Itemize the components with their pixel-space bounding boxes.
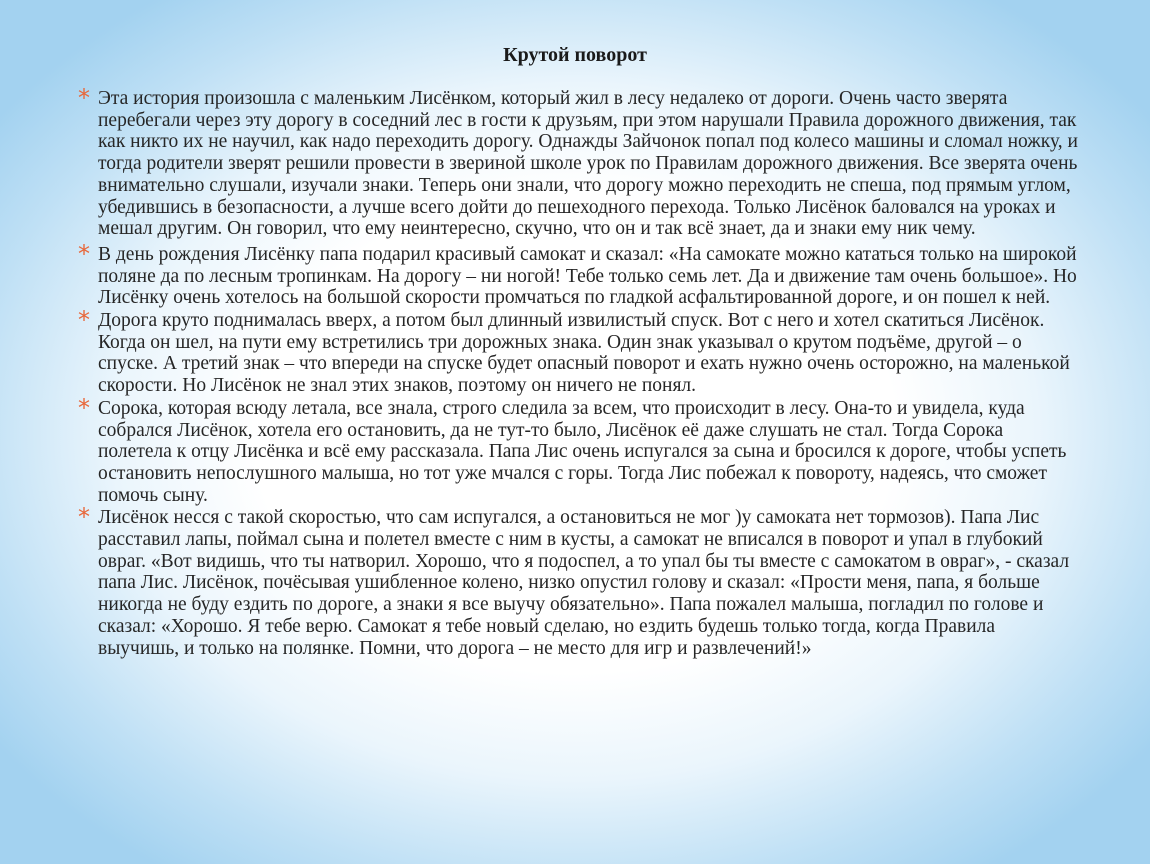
paragraph-text: Сорока, которая всюду летала, все знала, строго следила за всем, что происходит в лесу. Она-то и увидела, куда собрался Лисёнок, хотела его остановить, да не тут-то было, Лисёнок её даже слушать не стал. Тогда Сорока полетела к отцу Лисёнка и всё ему рассказала. Папа Лис очень испугался за сына и бросился к дороге, чтобы успеть остановить непослушного малыша, но тот уже мчался с горы. Тогда Лис побежал к повороту, надеясь, что сможет помочь сыну. — [98, 397, 1067, 506]
paragraph-text: Дорога круто поднималась вверх, а потом был длинный извилистый спуск. Вот с него и хотел скатиться Лисёнок. Когда он шел, на пути ему встретились три дорожных знака. Один знак указывал о крутом подъёме, другой – о спуске. А третий знак – что впереди на спуске будет опасный поворот и ехать нужно очень осторожно, на маленькой скорости. Но Лисёнок не знал этих знаков, поэтому он ничего не понял. — [98, 310, 1070, 397]
asterisk-bullet-icon: * — [78, 306, 90, 335]
paragraph-text: В день рождения Лисёнку папа подарил красивый самокат и сказал: «На самокате можно кататься только на широкой поляне да по лесным тропинкам. На дорогу – ни ногой! Тебе только семь лет. Да и движение там очень большое». Но Лисёнку очень хотелось на большой скорости промчаться по гладкой асфальтированной дороге, и он пошел к ней. — [98, 243, 1077, 309]
paragraph-text: Эта история произошла с маленьким Лисёнком, который жил в лесу недалеко от дороги. Очень часто зверята перебегали через эту дорогу в соседний лес в гости к друзьям, при этом нарушали Правила дорожного движения, так как никто их не научил, как надо переходить дорогу. Однажды Зайчонок попал под колесо машины и сломал ножку, и тогда родители зверят решили провести в звериной школе урок по Правилам дорожного движения. Все зверята очень внимательно слушали, изучали знаки. Теперь они знали, что дорогу можно переходить не спеша, под прямым углом, убедившись в безопасности, а лучше всего дойти до пешеходного перехода. Только Лисёнок баловался на уроках и мешал другим. Он говорил, что ему неинтересно, скучно, что он и так всё знает, да и знаки ему ник чему. — [98, 88, 1078, 240]
bullet-paragraph-4 — [78, 393, 1078, 507]
bullet-paragraph-3 — [78, 306, 1078, 397]
slide-body — [78, 84, 1078, 660]
asterisk-bullet-icon: * — [78, 393, 90, 422]
asterisk-bullet-icon: * — [78, 503, 90, 532]
paragraph-text: Лисёнок несся с такой скоростью, что сам испугался, а остановиться не мог )у самоката нет тормозов). Папа Лис расставил лапы, поймал сына и полетел вместе с ним в кусты, а самокат не вписался в поворот и упал в глубокий овраг. «Вот видишь, что ты натворил. Хорошо, что я подоспел, а то упал бы ты вместе с самокатом в овраг», - сказал папа Лис. Лисёнок, почёсывая ушибленное колено, низко опустил голову и сказал: «Прости меня, папа, я больше никогда не буду ездить по дороге, а знаки я все выучу обязательно». Папа пожалел малыша, погладил по голове и сказал: «Хорошо. Я тебе верю. Самокат я тебе новый сделаю, но ездить будешь только тогда, когда Правила выучишь, и только на полянке. Помни, что дорога – не место для игр и развлечений!» — [98, 507, 1070, 659]
asterisk-bullet-icon: * — [78, 239, 90, 268]
bullet-paragraph-2 — [78, 239, 1078, 309]
slide-title: Крутой поворот — [503, 44, 647, 66]
asterisk-bullet-icon: * — [78, 84, 90, 112]
bullet-paragraph-5 — [78, 503, 1078, 659]
bullet-paragraph-1 — [78, 84, 1078, 240]
